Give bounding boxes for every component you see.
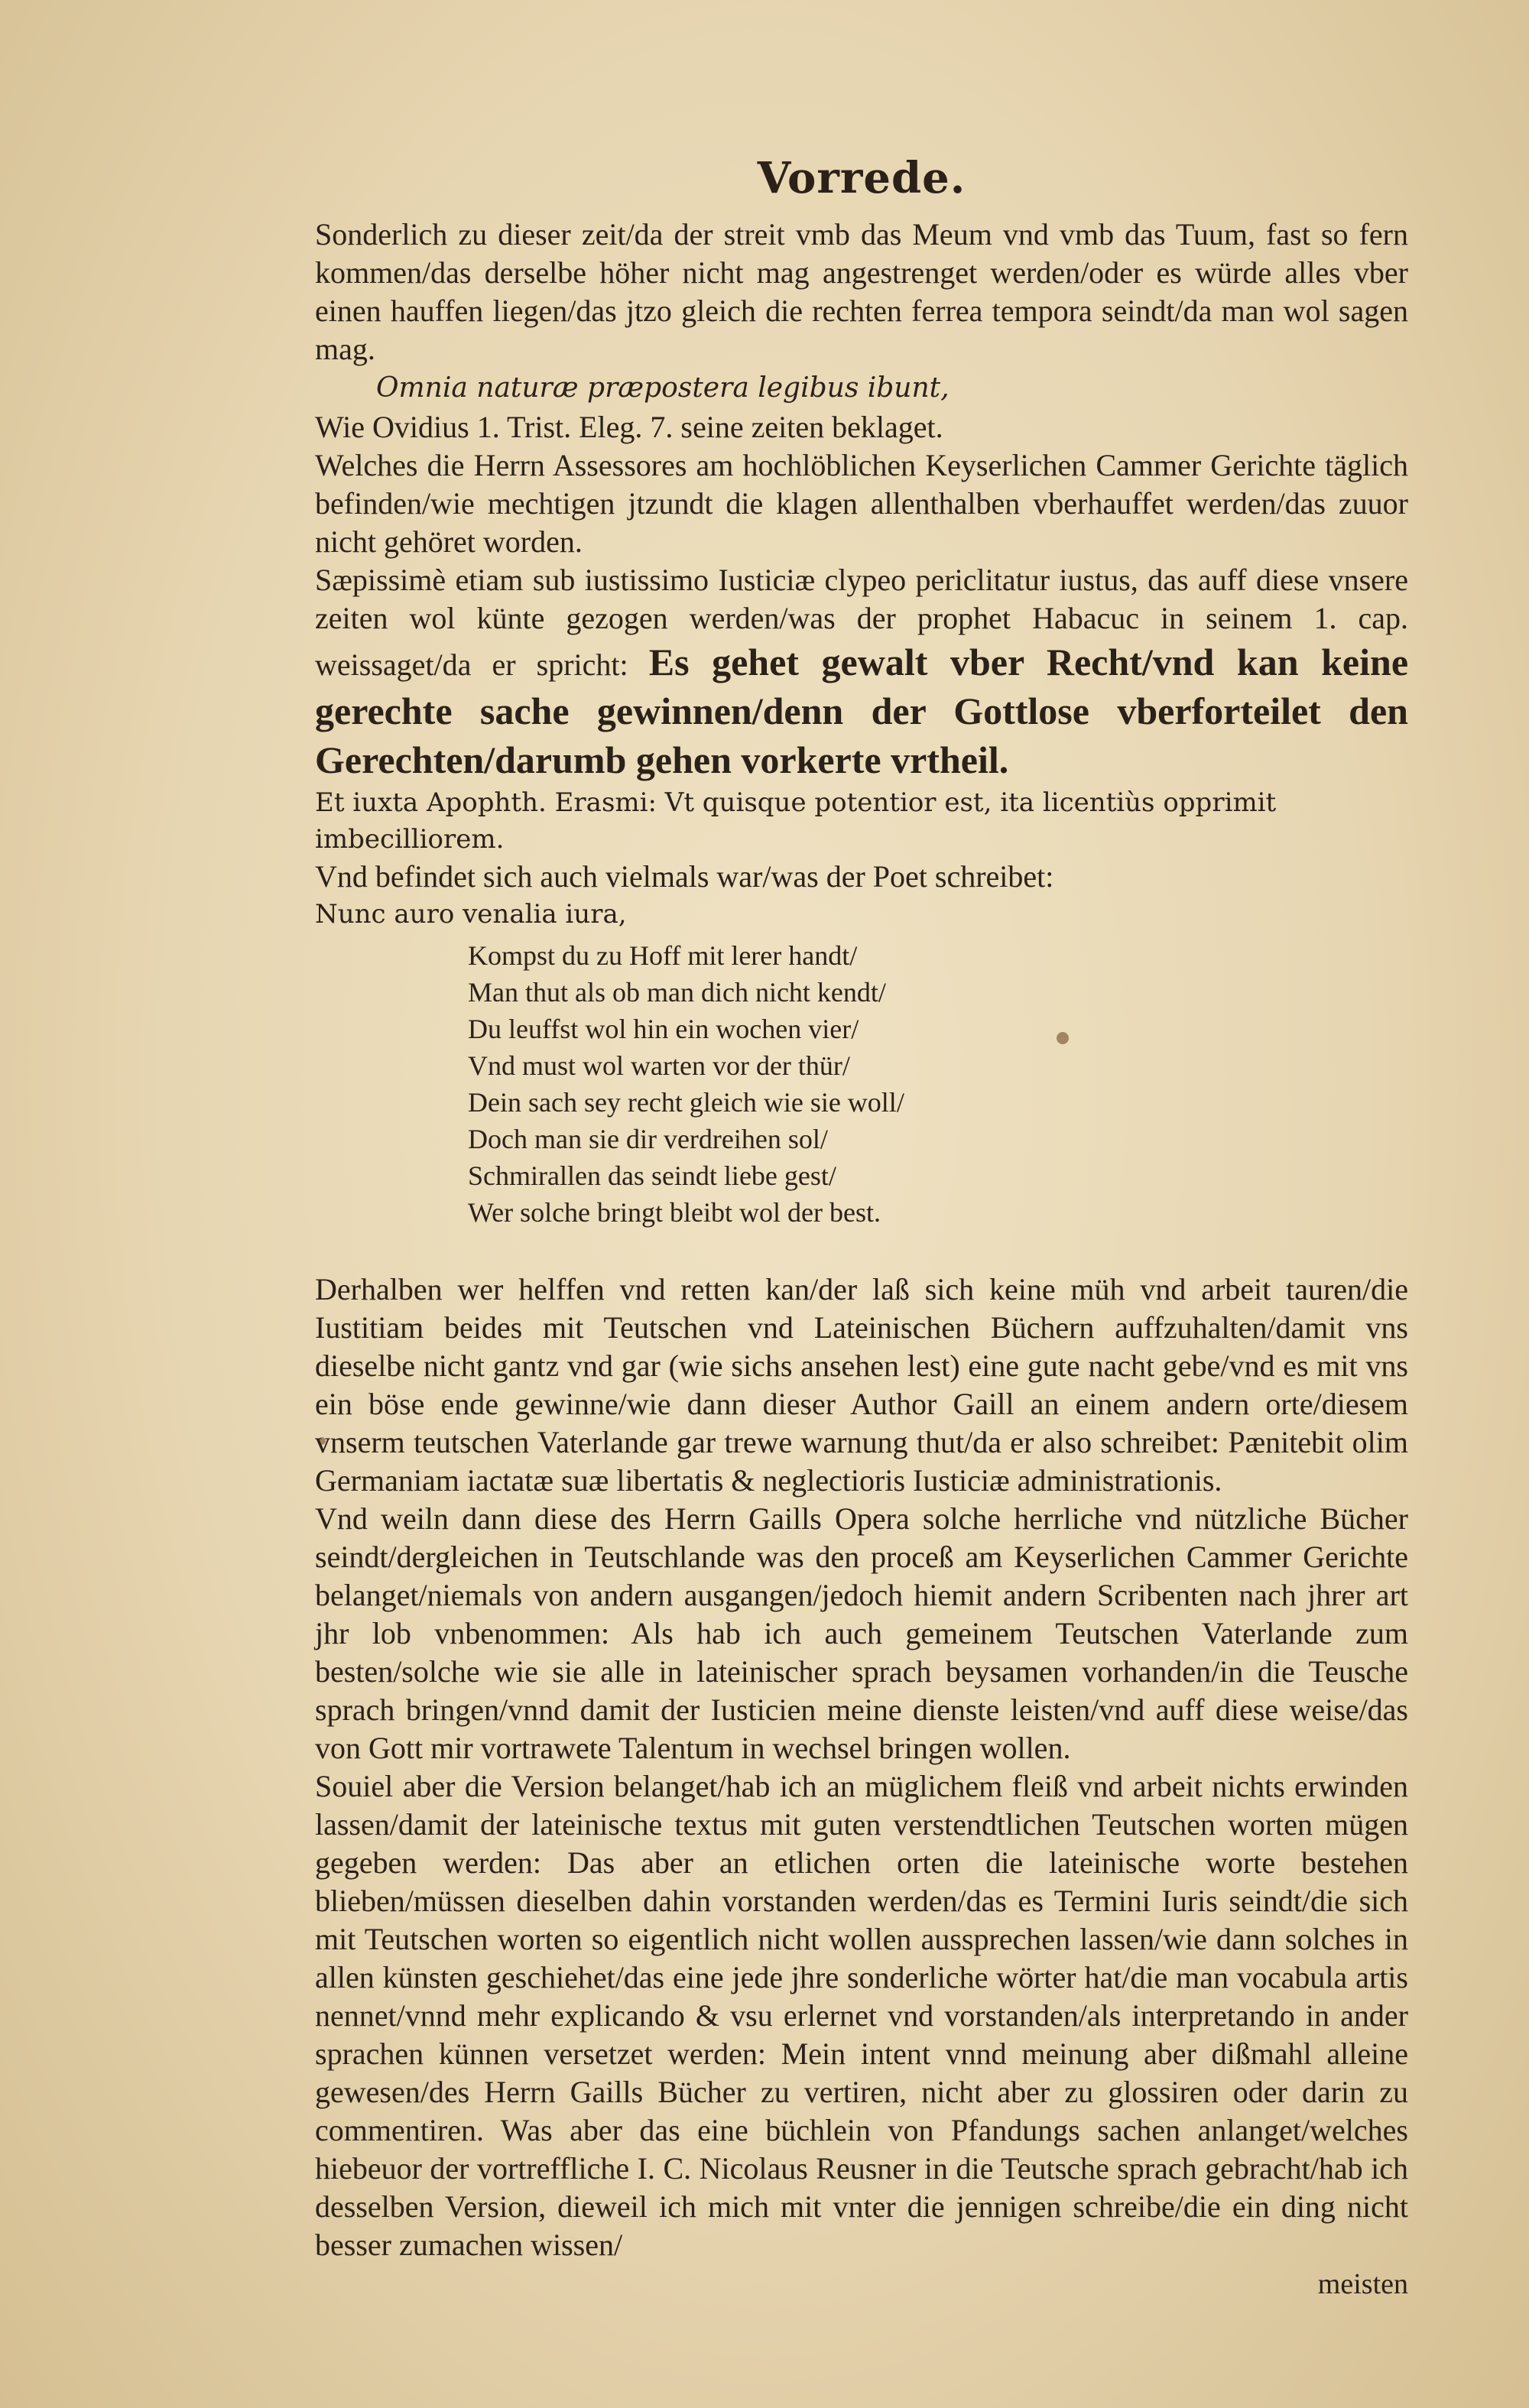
bible-quote: Es gehet gewalt vber Recht/vnd kan keine gerechte sache gewinnen/denn der Gottlose vberforteilet den Gerechten/darumb gehen vorkerte vrtheil. [315,641,1409,781]
paragraph: Derhalben wer helffen vnd retten kan/der laß sich keine müh vnd arbeit tauren/die Iustitiam beides mit Teutschen vnd Lateinischen Büchern auffzuhalten/damit vns dieselbe nicht gantz vnd gar (wie sichs ansehen lest) eine gute nacht gebe/vnd es mit vns ein böse ende gewinne/wie dann dieser Author Gaill an einem andern orte/diesem vnserm teutschen Vaterlande gar trewe warnung thut/da er also schreibet: Pænitebit olim Germaniam iactatæ suæ libertatis & neglectioris Iusticiæ administrationis. [315,1272,1408,1498]
poem-line: Dein sach sey recht gleich wie sie woll/ [468,1087,904,1118]
catchword: meisten [1317,2268,1408,2300]
page-heading: Vorrede. [757,153,966,203]
poem-line: Man thut als ob man dich nicht kendt/ [468,977,886,1008]
paragraph: Souiel aber die Version belanget/hab ich an müglichem fleiß vnd arbeit nichts erwinden lassen/damit der lateinische textus mit guten verstendtlichen Teutschen worten mügen gegeben werden: Das aber an etlichen orten die lateinische worte bestehen blieben/müssen dieselben dahin vorstanden werden/das es Termini Iuris seindt/die sich mit Teutschen worten so eigentlich nicht wollen aussprechen lassen/wie dann solches in allen künsten geschiehet/das eine jede jhre sonderliche wörter hat/die man vocabula artis nennet/vnnd mehr explicando & vsu erlernet vnd vorstanden/als interpretando in ander sprachen künnen versetzet werden: Mein intent vnnd meinung aber dißmahl alleine gewesen/des Herrn Gaills Bücher zu vertiren, nicht aber zu glossiren oder darin zu commentiren. Was aber das eine büchlein von Pfandungs sachen anlanget/welches hiebeuor der vortreffliche I. C. Nicolaus Reusner in die Teutsche sprach gebracht/hab ich desselben Version, dieweil ich mich mit vnter die jennigen schreibe/die ein ding nicht besser zumachen wissen/ [315,1769,1408,2262]
paragraph: Wie Ovidius 1. Trist. Eleg. 7. seine zeiten beklaget. [315,410,943,444]
paragraph: Vnd weiln dann diese des Herrn Gaills Opera solche herrliche vnd nützliche Bücher seindt/dergleichen in Teutschlande was den proceß am Keyserlichen Cammer Gerichte belanget/niemals von andern ausgangen/jedoch hiemit andern Scribenten nach jhrer art jhr lob vnbenommen: Als hab ich auch gemeinem Teutschen Vaterlande zum besten/solche wie sie alle in lateinischer sprach beysamen vorhanden/in die Teusche sprach bringen/vnnd damit der Iusticien meine dienste leisten/vnd auff diese weise/das von Gott mir vortrawete Talentum in wechsel bringen wollen. [315,1501,1408,1765]
text-block [315,153,1408,2301]
poem-line: Wer solche bringt bleibt wol der best. [468,1197,881,1228]
paragraph: Et iuxta Apophth. Erasmi: Vt quisque potentior est, ita licentiùs opprimit imbecilliorem. [315,787,1277,855]
poem-line: Doch man sie dir verdreihen sol/ [468,1124,828,1154]
poem [468,937,1408,1231]
poem-line: Vnd must wol warten vor der thür/ [468,1050,850,1081]
poem-line: Schmirallen das seindt liebe gest/ [468,1160,836,1191]
paragraph: Sonderlich zu dieser zeit/da der streit vmb das Meum vnd vmb das Tuum, fast so fern kommen/das derselbe höher nicht mag angestrenget werden/oder es würde alles vber einen hauffen liegen/das jtzo gleich die rechten ferrea tempora seindt/da man wol sagen mag. [315,217,1408,366]
spacer [315,1235,1408,1271]
latin-quote: Omnia naturæ præpostera legibus ibunt, [376,372,950,404]
paragraph-text: Sæpissimè etiam sub iustissimo Iusticiæ clypeo periclitatur iustus, das auff diese vnsere zeiten wol künte gezogen werden/was der prophet Habacuc in seinem 1. cap. weissaget/da er spricht: [315,563,1408,682]
paragraph: Vnd befindet sich auch vielmals war/was der Poet schreibet: [315,859,1054,894]
latin-line: Nunc auro venalia iura, [315,899,627,930]
poem-line: Kompst du zu Hoff mit lerer handt/ [468,940,858,971]
poem-line: Du leuffst wol hin ein wochen vier/ [468,1014,859,1044]
paragraph: Welches die Herrn Assessores am hochlöblichen Keyserlichen Cammer Gerichte täglich befinden/wie mechtigen jtzundt die klagen allenthalben vberhauffet werden/das zuuor nicht gehöret worden. [315,448,1408,559]
paragraph [315,561,1408,784]
